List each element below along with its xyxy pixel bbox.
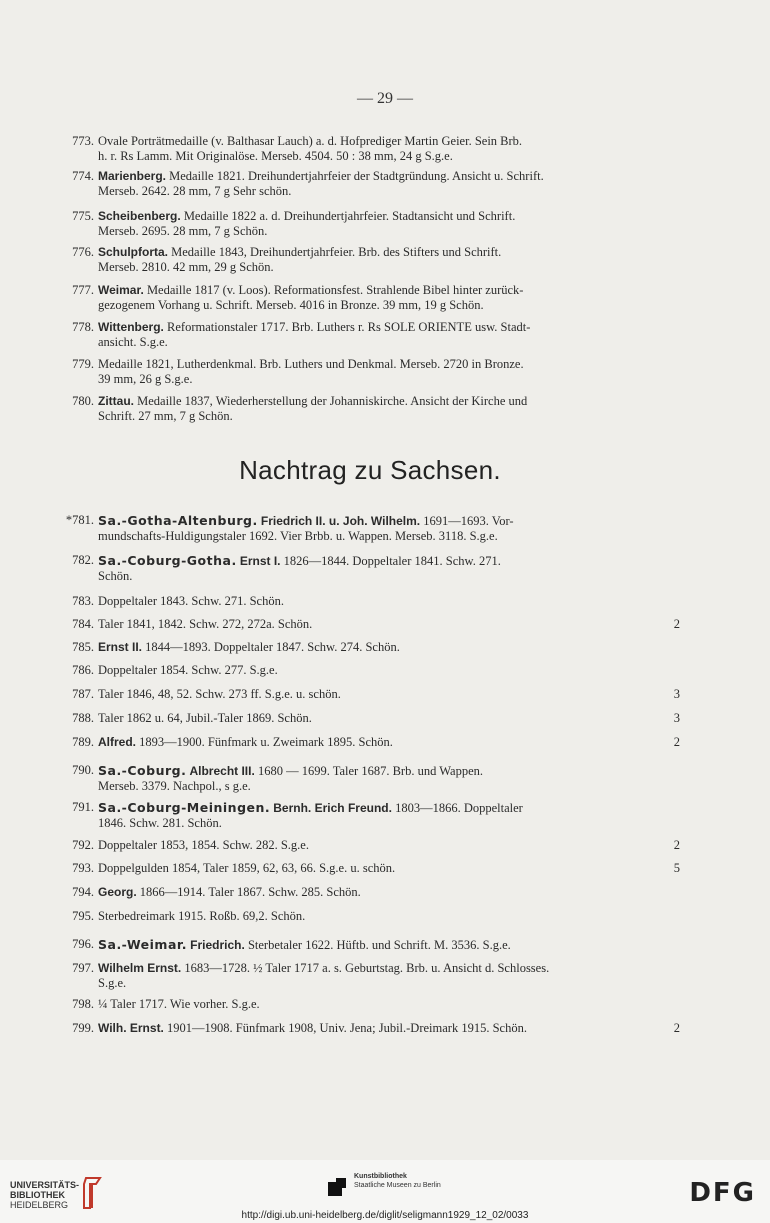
kb-text [354, 1172, 554, 1190]
entry-line1 [98, 735, 676, 750]
ub-line3: HEIDELBERG [10, 1200, 69, 1210]
entry-line2: Merseb. 2642. 28 mm, 7 g Sehr schön. [98, 184, 292, 198]
entry-price: 5 [673, 861, 680, 875]
entry-ruler: Friedrich. [190, 938, 245, 952]
entry-text [98, 320, 676, 350]
entry-price: 2 [673, 617, 680, 631]
entry-description: ¼ Taler 1717. Wie vorher. S.g.e. [98, 997, 260, 1011]
entry-name: Weimar. [98, 283, 144, 297]
entry-description: Doppelgulden 1854, Taler 1859, 62, 63, 66. S.g.e. u. schön. [98, 861, 396, 875]
entry-number: 775. [72, 209, 94, 223]
footer [0, 1160, 770, 1223]
entry-price: 2 [673, 1021, 680, 1035]
entry-number: *781. [65, 513, 94, 527]
entry-text [98, 134, 676, 164]
entry-line1 [98, 134, 676, 149]
entry-number: 798. [72, 997, 94, 1011]
entry-number: 797. [72, 961, 94, 975]
entry-number: 795. [72, 909, 94, 923]
entry-line1 [98, 594, 676, 609]
entry-description: Sterbetaler 1622. Hüftb. und Schrift. M. 3536. S.g.e. [247, 938, 511, 952]
entry-text [98, 513, 676, 544]
entry-text [98, 617, 676, 632]
entry-name: Sa.-Weimar. [98, 937, 188, 952]
entry-number: 794. [72, 885, 94, 899]
entry-line1 [98, 209, 676, 224]
entry-number: 785. [72, 640, 94, 654]
entry-line1 [98, 711, 676, 726]
entry-price: 2 [673, 735, 680, 749]
entry-line1 [98, 838, 676, 853]
entry-text [98, 838, 676, 853]
page-number: — 29 — [357, 90, 413, 107]
entry-description: Taler 1846, 48, 52. Schw. 273 ff. S.g.e. u. schön. [98, 687, 341, 701]
entry-text [98, 909, 676, 924]
entry-line2: mundschafts-Huldigungstaler 1692. Vier Brbb. u. Wappen. Merseb. 3118. S.g.e. [98, 529, 498, 543]
entry-description: 1893—1900. Fünfmark u. Zweimark 1895. Schön. [139, 735, 393, 749]
entry-line2: Merseb. 2810. 42 mm, 29 g Schön. [98, 260, 274, 274]
entry-text [98, 997, 676, 1012]
entry-text [98, 861, 676, 876]
entry-number: 780. [72, 394, 94, 408]
entry-description: 1844—1893. Doppeltaler 1847. Schw. 274. Schön. [145, 640, 400, 654]
entry-text [98, 687, 676, 702]
entry-number: 779. [72, 357, 94, 371]
entry-ruler: Albrecht III. [189, 764, 255, 778]
entry-number: 787. [72, 687, 94, 701]
entry-description: 1691—1693. Vor- [423, 514, 514, 528]
kb-line1: Kunstbibliothek [354, 1173, 407, 1180]
entry-line1 [98, 617, 676, 632]
heidelberg-library-logo[interactable] [10, 1172, 110, 1214]
entry-name: Marienberg. [98, 169, 167, 183]
entry-description: 1803—1866. Doppeltaler [395, 801, 523, 815]
entry-number: 792. [72, 838, 94, 852]
entry-name: Wilh. Ernst. [98, 1021, 164, 1035]
entry-number: 776. [72, 245, 94, 259]
entry-description: Medaille 1821. Dreihundertjahrfeier der Stadtgründung. Ansicht u. Schrift. [169, 169, 544, 183]
entry-text [98, 245, 676, 275]
entry-description: 1901—1908. Fünfmark 1908, Univ. Jena; Jubil.-Dreimark 1915. Schön. [167, 1021, 527, 1035]
kunstbibliothek-icon [328, 1178, 346, 1196]
entry-description: Doppeltaler 1853, 1854. Schw. 282. S.g.e. [98, 838, 309, 852]
entry-text [98, 885, 676, 900]
ub-line1: UNIVERSITÄTS- [10, 1180, 80, 1190]
entry-text [98, 663, 676, 678]
entry-name: Wittenberg. [98, 320, 164, 334]
entry-text [98, 553, 676, 584]
entry-text [98, 937, 676, 953]
entry-line1 [98, 357, 676, 372]
entry-text [98, 394, 676, 424]
entry-line1 [98, 513, 676, 529]
entry-number: 782. [72, 553, 94, 567]
entry-line1 [98, 861, 676, 876]
entry-price: 3 [673, 711, 680, 725]
entry-text [98, 763, 676, 794]
entry-name: Georg. [98, 885, 137, 899]
entry-name: Sa.-Gotha-Altenburg. [98, 513, 258, 528]
entry-name: Wilhelm Ernst. [98, 961, 182, 975]
source-url[interactable]: http://digi.ub.uni-heidelberg.de/diglit/seligmann1929_12_02/0033 [241, 1210, 529, 1221]
entry-name: Alfred. [98, 735, 137, 749]
entry-description: 1826—1844. Doppeltaler 1841. Schw. 271. [283, 554, 501, 568]
entry-line1 [98, 937, 676, 953]
entry-number: 784. [72, 617, 94, 631]
entry-number: 783. [72, 594, 94, 608]
entry-text [98, 735, 676, 750]
entry-description: Doppeltaler 1843. Schw. 271. Schön. [98, 594, 284, 608]
entry-number: 788. [72, 711, 94, 725]
entry-description: Doppeltaler 1854. Schw. 277. S.g.e. [98, 663, 278, 677]
entry-text [98, 169, 676, 199]
ub-text [10, 1180, 79, 1210]
entry-text [98, 594, 676, 609]
entry-description: Medaille 1821, Lutherdenkmal. Brb. Luthers und Denkmal. Merseb. 2720 in Bronze. [98, 357, 524, 371]
entry-name: Schulpforta. [98, 245, 169, 259]
entry-ruler: Ernst I. [239, 554, 281, 568]
ub-mark-icon [78, 1174, 108, 1212]
entry-number: 773. [72, 134, 94, 148]
entry-description: 1866—1914. Taler 1867. Schw. 285. Schön. [139, 885, 361, 899]
entry-line1 [98, 997, 676, 1012]
entry-name: Scheibenberg. [98, 209, 181, 223]
entry-line2: 39 mm, 26 g S.g.e. [98, 372, 193, 386]
entry-name: Sa.-Coburg-Gotha. [98, 553, 237, 568]
entry-number: 786. [72, 663, 94, 677]
entry-line2: 1846. Schw. 281. Schön. [98, 816, 222, 830]
entry-line2: S.g.e. [98, 976, 127, 990]
kb-line2: Staatliche Museen zu Berlin [354, 1182, 441, 1189]
entry-description: 1680 — 1699. Taler 1687. Brb. und Wappen. [257, 764, 483, 778]
entry-line1 [98, 245, 676, 260]
section-title: Nachtrag zu Sachsen. [239, 455, 501, 485]
entry-name: Sa.-Coburg. [98, 763, 187, 778]
entry-line2: ansicht. S.g.e. [98, 335, 168, 349]
entry-line1 [98, 394, 676, 409]
entry-line1 [98, 885, 676, 900]
entry-line2: gezogenem Vorhang u. Schrift. Merseb. 4016 in Bronze. 39 mm, 19 g Schön. [98, 298, 484, 312]
entry-description: Ovale Porträtmedaille (v. Balthasar Lauch) a. d. Hofprediger Martin Geier. Sein Brb. [98, 134, 523, 148]
entry-description: 1683—1728. ½ Taler 1717 a. s. Geburtstag. Brb. u. Ansicht d. Schlosses. [184, 961, 550, 975]
entry-text [98, 961, 676, 991]
entry-description: Medaille 1837, Wiederherstellung der Johanniskirche. Ansicht der Kirche und [137, 394, 528, 408]
entry-text [98, 283, 676, 313]
entry-line1 [98, 663, 676, 678]
entry-number: 791. [72, 800, 94, 814]
entry-ruler: Friedrich II. u. Joh. Wilhelm. [260, 514, 421, 528]
entry-description: Reformationstaler 1717. Brb. Luthers r. Rs SOLE ORIENTE usw. Stadt- [167, 320, 531, 334]
ub-line2: BIBLIOTHEK [10, 1190, 65, 1200]
entry-description: Medaille 1843, Dreihundertjahrfeier. Brb. des Stifters und Schrift. [171, 245, 502, 259]
entry-price: 3 [673, 687, 680, 701]
entry-description: Taler 1841, 1842. Schw. 272, 272a. Schön. [98, 617, 313, 631]
dfg-logo[interactable]: DFG [689, 1178, 756, 1208]
entry-line2: Schrift. 27 mm, 7 g Schön. [98, 409, 233, 423]
entry-line1 [98, 800, 676, 816]
entry-number: 774. [72, 169, 94, 183]
entry-line2: h. r. Rs Lamm. Mit Originalöse. Merseb. 4504. 50 : 38 mm, 24 g S.g.e. [98, 149, 453, 163]
entry-line2: Merseb. 3379. Nachpol., s g.e. [98, 779, 251, 793]
entry-price: 2 [673, 838, 680, 852]
entry-line1 [98, 553, 676, 569]
entry-number: 790. [72, 763, 94, 777]
entry-number: 796. [72, 937, 94, 951]
entry-description: Medaille 1822 a. d. Dreihundertjahrfeier. Stadtansicht und Schrift. [183, 209, 516, 223]
entry-name: Zittau. [98, 394, 134, 408]
entry-number: 789. [72, 735, 94, 749]
entry-number: 778. [72, 320, 94, 334]
entry-line1 [98, 961, 676, 976]
entry-text [98, 209, 676, 239]
entry-ruler: Bernh. Erich Freund. [273, 801, 392, 815]
entry-text [98, 1021, 676, 1036]
entry-text [98, 357, 676, 387]
entry-text [98, 640, 676, 655]
entry-line1 [98, 763, 676, 779]
entry-name: Sa.-Coburg-Meiningen. [98, 800, 271, 815]
entry-line1 [98, 1021, 676, 1036]
entry-line1 [98, 283, 676, 298]
entry-description: Taler 1862 u. 64, Jubil.-Taler 1869. Schön. [98, 711, 312, 725]
entry-description: Sterbedreimark 1915. Roßb. 69,2. Schön. [98, 909, 306, 923]
entry-line1 [98, 169, 676, 184]
entry-text [98, 800, 676, 831]
entry-description: Medaille 1817 (v. Loos). Reformationsfest. Strahlende Bibel hinter zurück- [146, 283, 524, 297]
entry-line1 [98, 640, 676, 655]
entry-number: 777. [72, 283, 94, 297]
entry-number: 793. [72, 861, 94, 875]
entry-number: 799. [72, 1021, 94, 1035]
entry-line2: Merseb. 2695. 28 mm, 7 g Schön. [98, 224, 268, 238]
entry-line1 [98, 320, 676, 335]
entry-name: Ernst II. [98, 640, 143, 654]
entry-text [98, 711, 676, 726]
entry-line2: Schön. [98, 569, 133, 583]
entry-line1 [98, 909, 676, 924]
entry-line1 [98, 687, 676, 702]
